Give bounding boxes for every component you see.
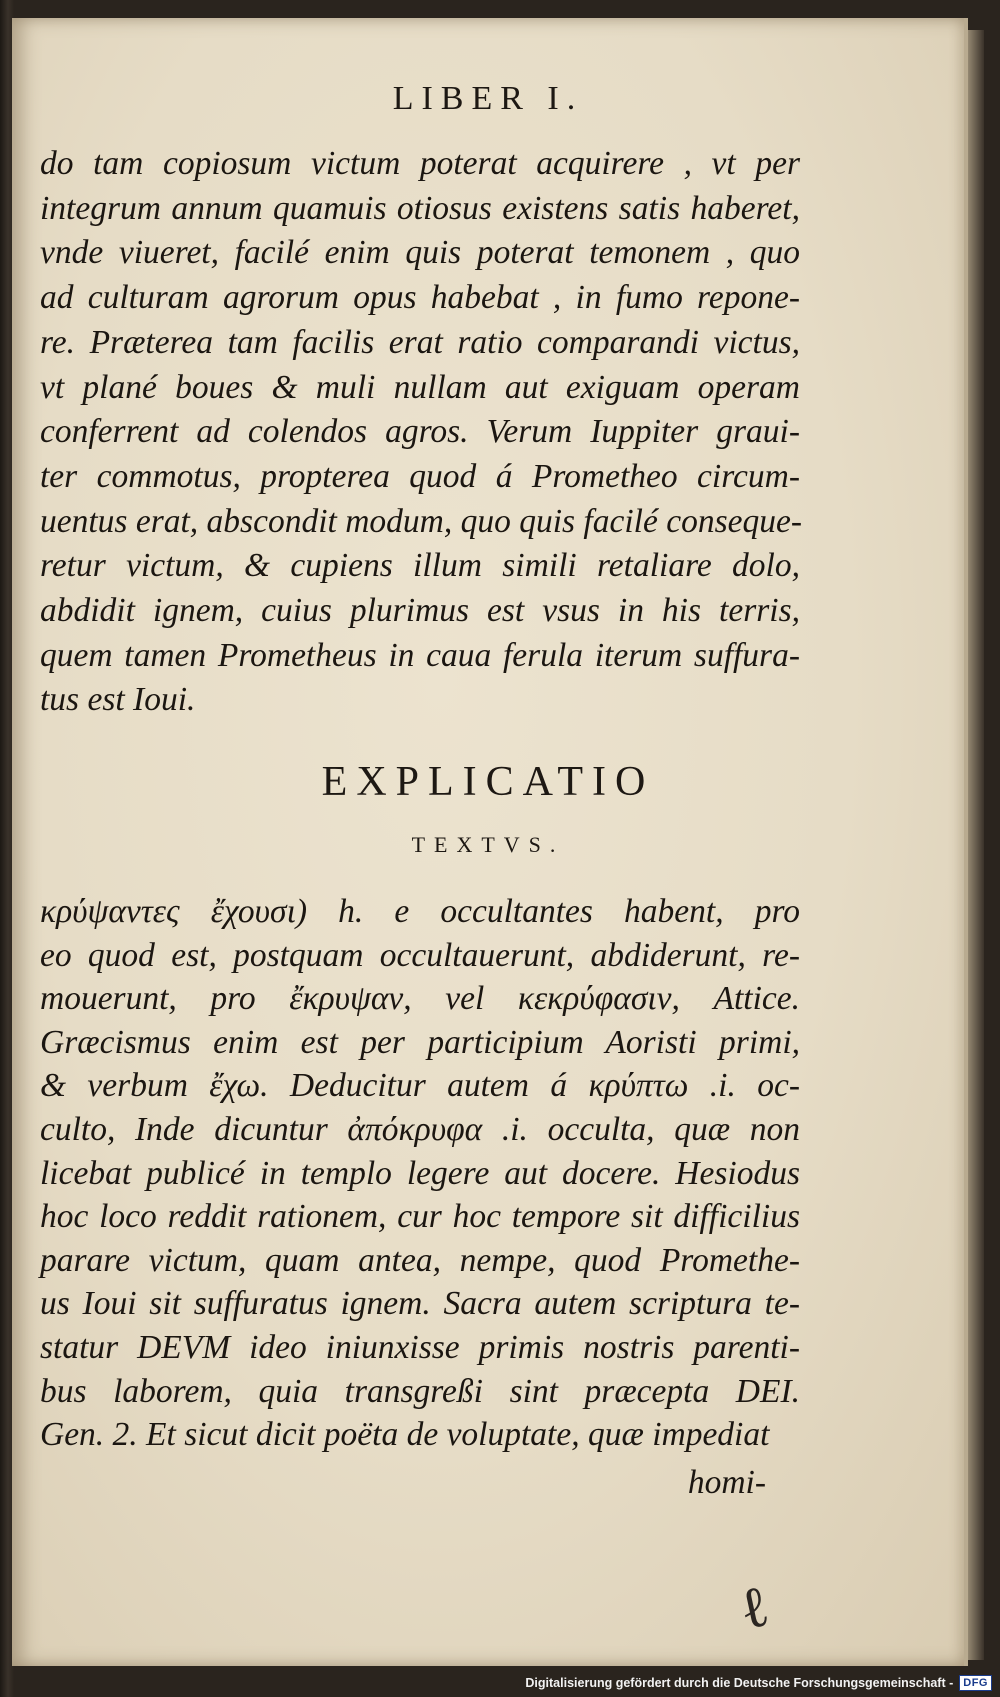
text-line: retur victum, & cupiens illum simili retaliare dolo, — [40, 547, 800, 585]
text-line: do tam copiosum victum poterat acquirere , vt per — [40, 145, 800, 182]
book-page — [12, 18, 968, 1666]
text-line: statur DEVM ideo iniunxisse primis nostris parenti- — [40, 1328, 800, 1366]
text-line: & verbum ἔχω. Deducitur autem á κρύπτω .i. oc- — [40, 1067, 800, 1105]
text-line: us Ioui sit suffuratus ignem. Sacra autem scriptura te- — [40, 1285, 800, 1323]
paragraph-commentary — [40, 890, 800, 1457]
text-line: re. Præterea tam facilis erat ratio comparandi victus, — [40, 323, 800, 361]
paragraph-main — [40, 142, 803, 723]
text-line: conferrent ad colendos agros. Verum Iuppiter graui- — [40, 413, 800, 451]
text-line: licebat publicé in templo legere aut docere. Hesiodus — [40, 1154, 800, 1192]
margin-mark: ℓ — [733, 1570, 775, 1644]
page-edge — [966, 30, 984, 1660]
dfg-logo-icon: DFG — [959, 1675, 992, 1691]
text-line: mouerunt, pro ἔκρυψαν, vel κεκρύφασιν, Attice. — [40, 980, 800, 1018]
catchword: homi- — [687, 1464, 766, 1501]
text-line: parare victum, quam antea, nempe, quod Promethe- — [40, 1241, 800, 1279]
text-line: Græcismus enim est per participium Aoristi primi, — [40, 1023, 800, 1061]
text-line: Gen. 2. Et sicut dicit poëta de voluptate, quæ impediat — [40, 1416, 770, 1454]
section-subtitle: TEXTVS. — [411, 832, 565, 857]
section-title: EXPLICATIO — [321, 759, 655, 805]
text-line: tus est Ioui. — [40, 681, 196, 719]
text-line: bus laborem, quia transgreßi sint præcepta DEI. — [40, 1372, 800, 1410]
text-line: ad culturam agrorum opus habebat , in fumo repone- — [40, 279, 800, 317]
text-line: eo quod est, postquam occultauerunt, abdiderunt, re- — [40, 936, 800, 974]
running-head: LIBER I. — [392, 80, 584, 117]
text-line: abdidit ignem, cuius plurimus est vsus in his terris, — [40, 592, 800, 630]
credit-text: Digitalisierung gefördert durch die Deutsche Forschungsgemeinschaft - — [525, 1676, 954, 1690]
text-line: vnde viueret, facilé enim quis poterat temonem , quo — [40, 234, 800, 272]
text-line: κρύψαντες ἔχουσι) h. e occultantes habent, pro — [40, 893, 800, 930]
text-line: quem tamen Prometheus in caua ferula iterum suffura- — [40, 636, 800, 674]
text-line: integrum annum quamuis otiosus existens satis haberet, — [40, 189, 800, 227]
text-line: vt plané boues & muli nullam aut exiguam operam — [40, 368, 800, 406]
text-line: culto, Inde dicuntur ἀπόκρυφα .i. occulta, quæ non — [40, 1110, 800, 1148]
digitization-credit — [525, 1675, 992, 1691]
text-line: hoc loco reddit rationem, cur hoc tempore sit difficilius — [40, 1198, 800, 1236]
text-line: ter commotus, propterea quod á Prometheo circum- — [40, 457, 800, 495]
text-line: uentus erat, abscondit modum, quo quis facilé conseque- — [40, 502, 803, 540]
